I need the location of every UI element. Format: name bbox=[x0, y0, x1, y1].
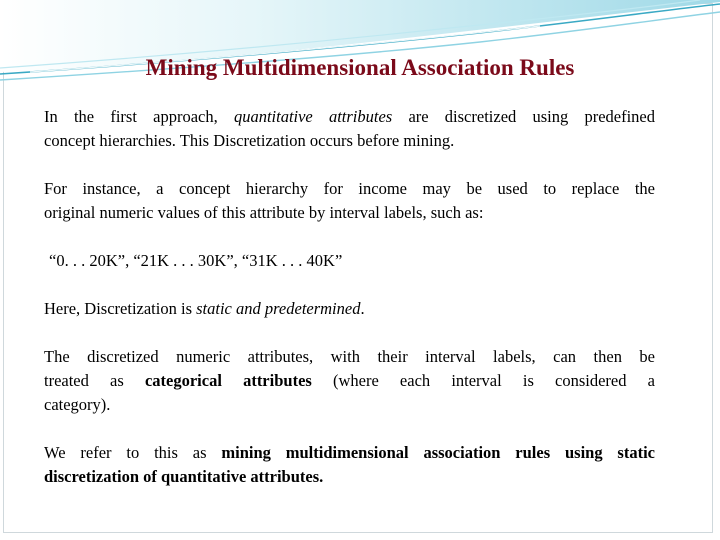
paragraph-for-instance bbox=[44, 177, 655, 225]
paragraph-conclusion-line-1 bbox=[44, 441, 655, 465]
paragraph-static-discretization bbox=[44, 297, 655, 321]
interval-labels-example: “0. . . 20K”, “21K . . . 30K”, “31K . . . 40K” bbox=[49, 251, 343, 270]
bold-term-categorical-attributes: categorical attributes bbox=[144, 371, 312, 390]
text-run: treated as bbox=[44, 371, 145, 390]
paragraph-first-approach bbox=[44, 105, 655, 153]
paragraph-categorical-line-2 bbox=[44, 369, 655, 393]
text-run: are discretized using predefined bbox=[392, 107, 655, 126]
text-run: In the first approach, bbox=[44, 107, 234, 126]
slide-title: Mining Multidimensional Association Rules bbox=[145, 55, 575, 80]
bold-term-mining-rules: mining multidimensional association rules using static bbox=[221, 443, 655, 462]
italic-term-static-predetermined: static and predetermined bbox=[196, 299, 361, 318]
text-run: We refer to this as bbox=[44, 443, 222, 462]
paragraph-first-approach-line-1 bbox=[44, 105, 655, 129]
paragraph-for-instance-line-1: For instance, a concept hierarchy for income may be used to replace the bbox=[44, 179, 655, 198]
paragraph-conclusion bbox=[44, 441, 655, 489]
paragraph-conclusion-line-2: discretization of quantitative attributes. bbox=[44, 467, 324, 486]
paragraph-categorical bbox=[44, 345, 655, 417]
text-run: (where each interval is considered a bbox=[311, 371, 655, 390]
paragraph-for-instance-line-2: original numeric values of this attribute by interval labels, such as: bbox=[44, 203, 484, 222]
paragraph-first-approach-line-2: concept hierarchies. This Discretization occurs before mining. bbox=[44, 131, 455, 150]
italic-term-quantitative-attributes: quantitative attributes bbox=[233, 107, 393, 126]
paragraph-categorical-line-1: The discretized numeric attributes, with their interval labels, can then be bbox=[44, 347, 655, 366]
paragraph-categorical-line-3: category). bbox=[44, 395, 111, 414]
text-run: Here, Discretization is bbox=[44, 299, 197, 318]
text-run: . bbox=[360, 299, 365, 318]
